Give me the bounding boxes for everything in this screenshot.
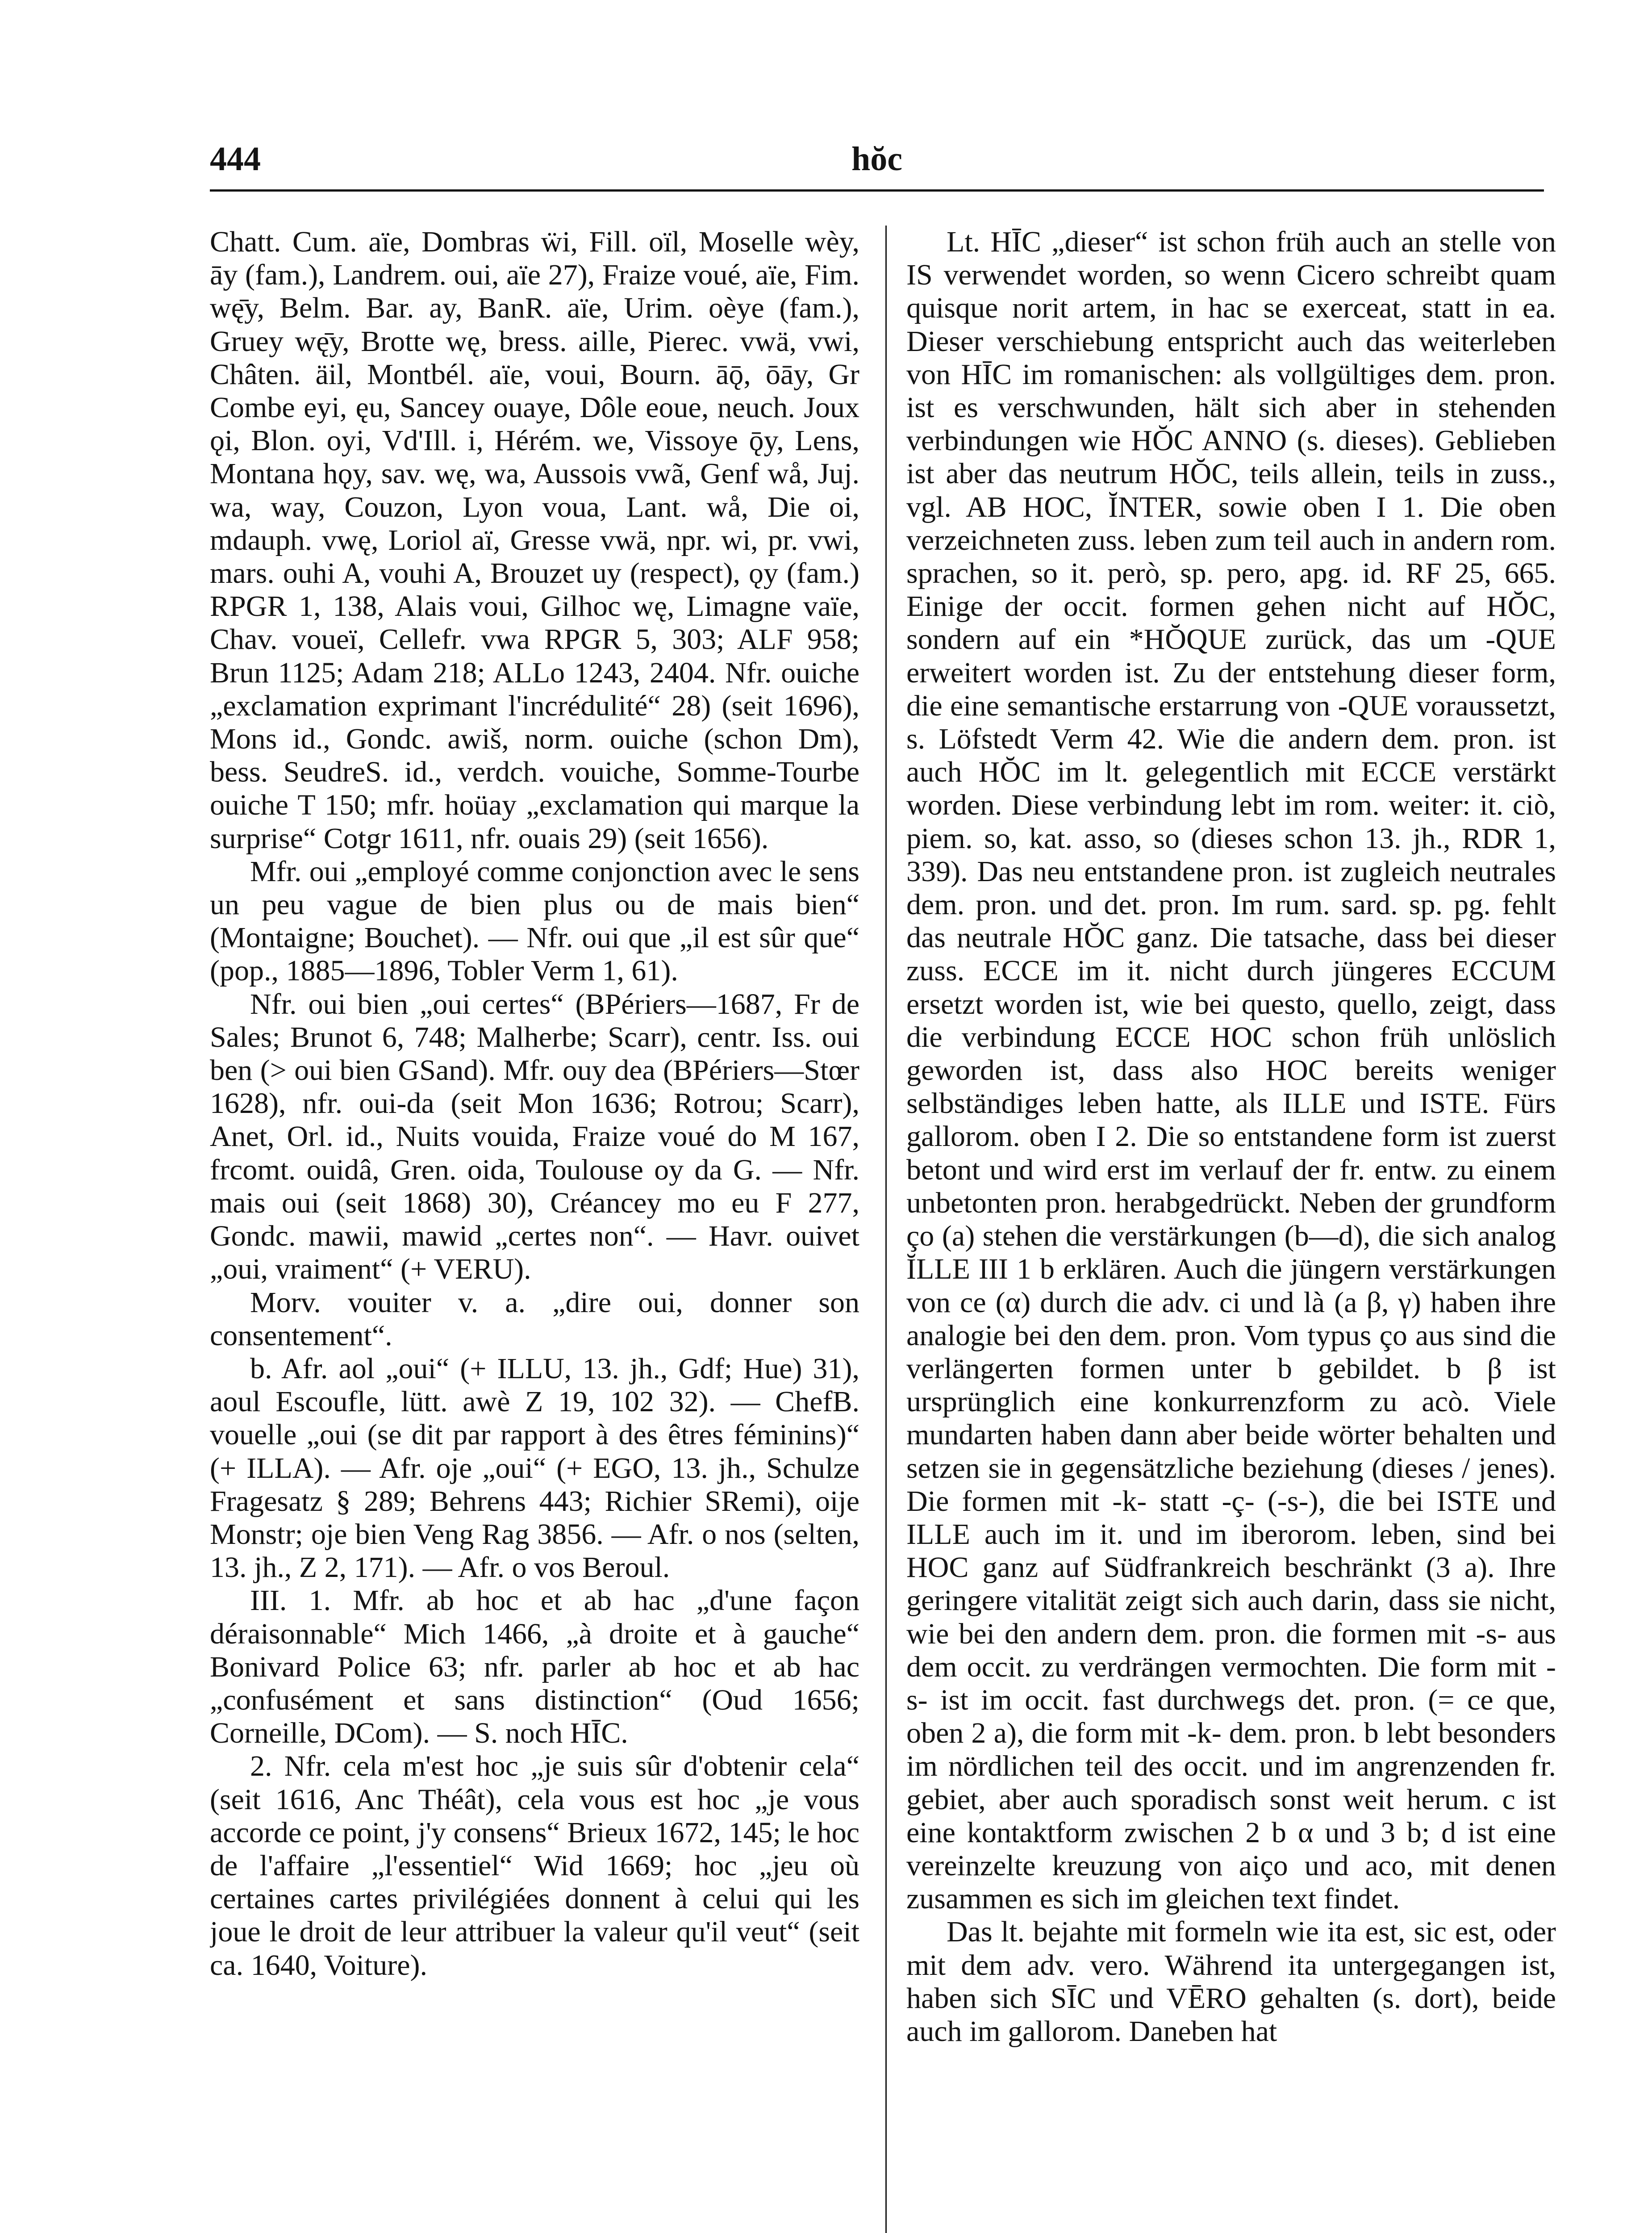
page-header	[210, 142, 1544, 195]
right-column	[906, 226, 1556, 2233]
left-column	[210, 226, 859, 2233]
header-rule	[210, 189, 1544, 192]
running-head: hŏc	[851, 140, 902, 178]
page-number: 444	[210, 140, 261, 178]
paragraph: III. 1. Mfr. ab hoc et ab hac „d'une façon déraisonnable“ Mich 1466, „à droite et à gauche“ Bonivard Police 63; nfr. parler ab hoc et ab hac „confusément et sans distinction“ (Oud 1656; Corneille, DCom). — S. noch HĪC.	[210, 1584, 859, 1750]
paragraph: Chatt. Cum. aïe, Dombras ẅi, Fill. oïl, Moselle wèy, āy (fam.), Landrem. oui, aïe 27), Fraize voué, aïe, Fim. wę̄y, Belm. Bar. ay, BanR. aïe, Urim. oèye (fam.), Gruey wę̄y, Brotte wę, bress. aille, Pierec. vwä, vwi, Châten. äil, Montbél. aïe, voui, Bourn. āǭ, ōāy, Gr Combe eyi, ęu, Sancey ouaye, Dôle eoue, neuch. Joux ǫi, Blon. oyi, Vd'Ill. i, Hérém. we, Vissoye ǭy, Lens, Montana hǫy, sav. wę, wa, Aussois vwã, Genf wå, Juj. wa, way, Couzon, Lyon voua, Lant. wå, Die oi, mdauph. vwę, Loriol aï, Gresse vwä, npr. wi, pr. vwi, mars. ouhi A, vouhi A, Brouzet uy (respect), ǫy (fam.) RPGR 1, 138, Alais voui, Gilhoc wę, Limagne vaïe, Chav. voueï, Cellefr. vwa RPGR 5, 303; ALF 958; Brun 1125; Adam 218; ALLo 1243, 2404. Nfr. ouiche „exclamation exprimant l'incrédulité“ 28) (seit 1696), Mons id., Gondc. awiš, norm. ouiche (schon Dm), bess. SeudreS. id., verdch. vouiche, Somme-Tourbe ouiche T 150; mfr. hoüay „exclamation qui marque la surprise“ Cotgr 1611, nfr. ouais 29) (seit 1656).	[210, 226, 859, 855]
paragraph: b. Afr. aol „oui“ (+ ILLU, 13. jh., Gdf; Hue) 31), aoul Escoufle, lütt. awè Z 19, 102 32). — ChefB. vouelle „oui (se dit par rapport à des êtres féminins)“ (+ ILLA). — Afr. oje „oui“ (+ EGO, 13. jh., Schulze Fragesatz § 289; Behrens 443; Richier SRemi), oije Monstr; oje bien Veng Rag 3856. — Afr. o nos (selten, 13. jh., Z 2, 171). — Afr. o vos Beroul.	[210, 1352, 859, 1584]
paragraph: Mfr. oui „employé comme conjonction avec le sens un peu vague de bien plus ou de mais bien“ (Montaigne; Bouchet). — Nfr. oui que „il est sûr que“ (pop., 1885—1896, Tobler Verm 1, 61).	[210, 855, 859, 987]
paragraph: Das lt. bejahte mit formeln wie ita est, sic est, oder mit dem adv. vero. Während ita untergegangen ist, haben sich SĪC und VĒRO gehalten (s. dort), beide auch im gallorom. Daneben hat	[906, 1915, 1556, 2048]
column-divider	[885, 226, 887, 2233]
paragraph: Morv. vouiter v. a. „dire oui, donner son consentement“.	[210, 1286, 859, 1352]
paragraph: Lt. HĪC „dieser“ ist schon früh auch an stelle von IS verwendet worden, so wenn Cicero schreibt quam quisque norit artem, in hac se exerceat, statt in ea. Dieser verschiebung entspricht auch das weiterleben von HĪC im romanischen: als vollgültiges dem. pron. ist es verschwunden, hält sich aber in stehenden verbindungen wie HŎC ANNO (s. dieses). Geblieben ist aber das neutrum HŎC, teils allein, teils in zuss., vgl. AB HOC, ĬNTER, sowie oben I 1. Die oben verzeichneten zuss. leben zum teil auch in andern rom. sprachen, so it. però, sp. pero, apg. id. RF 25, 665. Einige der occit. formen gehen nicht auf HŎC, sondern auf ein *HŎQUE zurück, das um -QUE erweitert worden ist. Zu der entstehung dieser form, die eine semantische erstarrung von -QUE voraussetzt, s. Löfstedt Verm 42. Wie die andern dem. pron. ist auch HŎC im lt. gelegentlich mit ECCE verstärkt worden. Diese verbindung lebt im rom. weiter: it. ciò, piem. so, kat. asso, so (dieses schon 13. jh., RDR 1, 339). Das neu entstandene pron. ist zugleich neutrales dem. pron. und det. pron. Im rum. sard. sp. pg. fehlt das neutrale HŎC ganz. Die tatsache, dass bei dieser zuss. ECCE im it. nicht durch jüngeres ECCUM ersetzt worden ist, wie bei questo, quello, zeigt, dass die verbindung ECCE HOC schon früh unlöslich geworden ist, dass also HOC bereits weniger selbständiges leben hatte, als ILLE und ISTE. Fürs gallorom. oben I 2. Die so entstandene form ist zuerst betont und wird erst im verlauf der fr. entw. zu einem unbetonten pron. herabgedrückt. Neben der grundform ço (a) stehen die verstärkungen (b—d), die sich analog ĬLLE III 1 b erklären. Auch die jüngern verstärkungen von ce (α) durch die adv. ci und là (a β, γ) haben ihre analogie bei den dem. pron. Vom typus ço aus sind die verlängerten formen unter b gebildet. b β ist ursprünglich eine konkurrenzform zu acò. Viele mundarten haben dann aber beide wörter behalten und setzen sie in gegensätzliche beziehung (dieses / jenes). Die formen mit -k- statt -ç- (-s-), die bei ISTE und ILLE auch im it. und im iberorom. leben, sind bei HOC ganz auf Südfrankreich beschränkt (3 a). Ihre geringere vitalität zeigt sich auch darin, dass sie nicht, wie bei den andern dem. pron. die formen mit -s- aus dem occit. zu verdrängen vermochten. Die form mit -s- ist im occit. fast durchwegs det. pron. (= ce que, oben 2 a), die form mit -k- dem. pron. b lebt besonders im nördlichen teil des occit. und im angrenzenden fr. gebiet, aber auch sporadisch sonst weit herum. c ist eine kontaktform zwischen 2 b α und 3 b; d ist eine vereinzelte kreuzung von aiço und aco, mit denen zusammen es sich im gleichen text findet.	[906, 226, 1556, 1915]
paragraph: Nfr. oui bien „oui certes“ (BPériers—1687, Fr de Sales; Brunot 6, 748; Malherbe; Scarr), centr. Iss. oui ben (> oui bien GSand). Mfr. ouy dea (BPériers—Stœr 1628), nfr. oui-da (seit Mon 1636; Rotrou; Scarr), Anet, Orl. id., Nuits vouida, Fraize voué do M 167, frcomt. ouidâ, Gren. oida, Toulouse oy da G. — Nfr. mais oui (seit 1868) 30), Créancey mo eu F 277, Gondc. mawii, mawid „certes non“. — Havr. ouivet „oui, vraiment“ (+ VERU).	[210, 987, 859, 1286]
paragraph: 2. Nfr. cela m'est hoc „je suis sûr d'obtenir cela“ (seit 1616, Anc Théât), cela vous est hoc „je vous accorde ce point, j'y consens“ Brieux 1672, 145; le hoc de l'affaire „l'essentiel“ Wid 1669; hoc „jeu où certaines cartes privilégiées donnent à celui qui les joue le droit de leur attribuer la valeur qu'il veut“ (seit ca. 1640, Voiture).	[210, 1750, 859, 1982]
